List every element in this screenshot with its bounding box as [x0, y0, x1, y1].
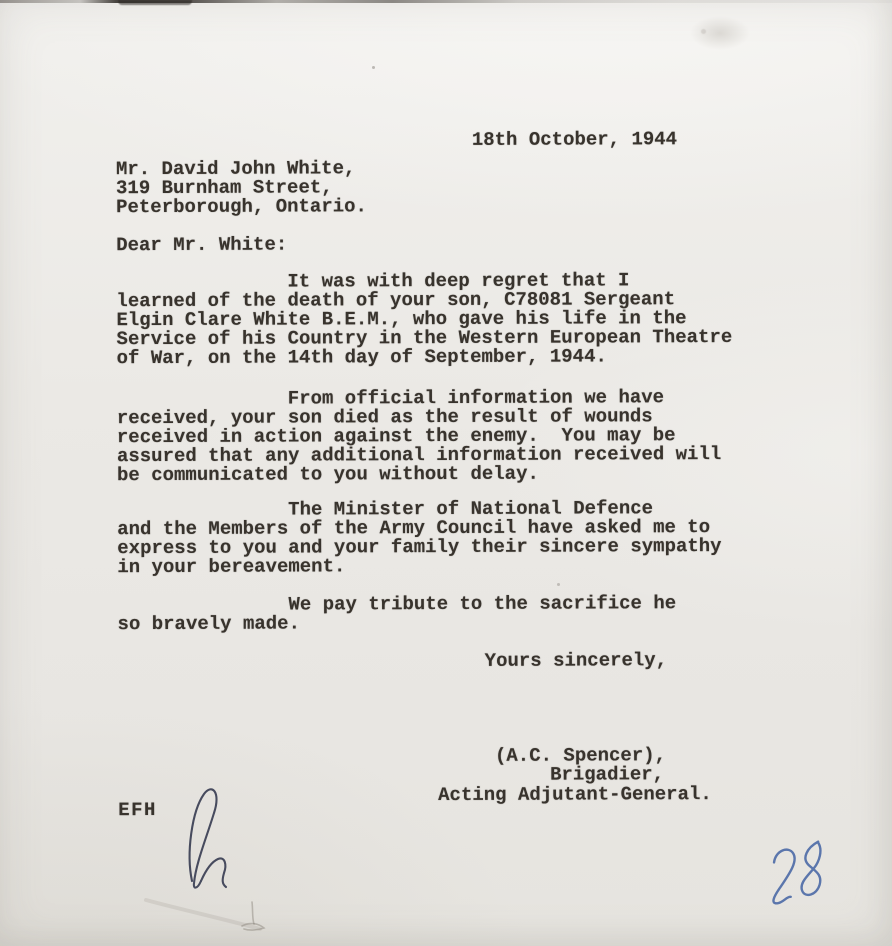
- letter-date: 18th October, 1944: [471, 128, 678, 151]
- typist-initials: EFH: [118, 799, 157, 822]
- complimentary-closing: Yours sincerely,: [484, 649, 668, 672]
- signature-title: Acting Adjutant-General.: [438, 783, 712, 807]
- recipient-street-line: 319 Burnham Street,: [115, 176, 333, 200]
- signature-name: (A.C. Spencer),: [494, 744, 667, 767]
- handwritten-initials-mark: [170, 783, 250, 891]
- body-paragraph-3: The Minister of National Defence and the Members of the Army Council have asked me to express to you and your family their sincere sympathy in your bereavement.: [117, 497, 722, 579]
- body-paragraph-4: We pay tribute to the sacrifice he so bravely made.: [117, 592, 677, 636]
- signature-rank: Brigadier,: [550, 763, 665, 786]
- recipient-name-line: Mr. David John White,: [115, 157, 356, 181]
- salutation: Dear Mr. White:: [116, 233, 288, 257]
- handwritten-page-number-icon: [746, 833, 850, 927]
- recipient-city-line: Peterborough, Ontario.: [116, 195, 367, 219]
- body-paragraph-2: From official information we have received, your son died as the result of wounds received in action against the enemy. You may be assured that any additional information received will be communicated to you without delay.: [116, 386, 722, 487]
- pencil-smudge-mark: [138, 882, 333, 942]
- body-paragraph-1: It was with deep regret that I learned of the death of your son, C78081 Sergeant Elgin Clare White B.E.M., who gave his life in the Service of his Country in the Western European Theatre of War, on the 14th day of September, 1944.: [116, 269, 733, 370]
